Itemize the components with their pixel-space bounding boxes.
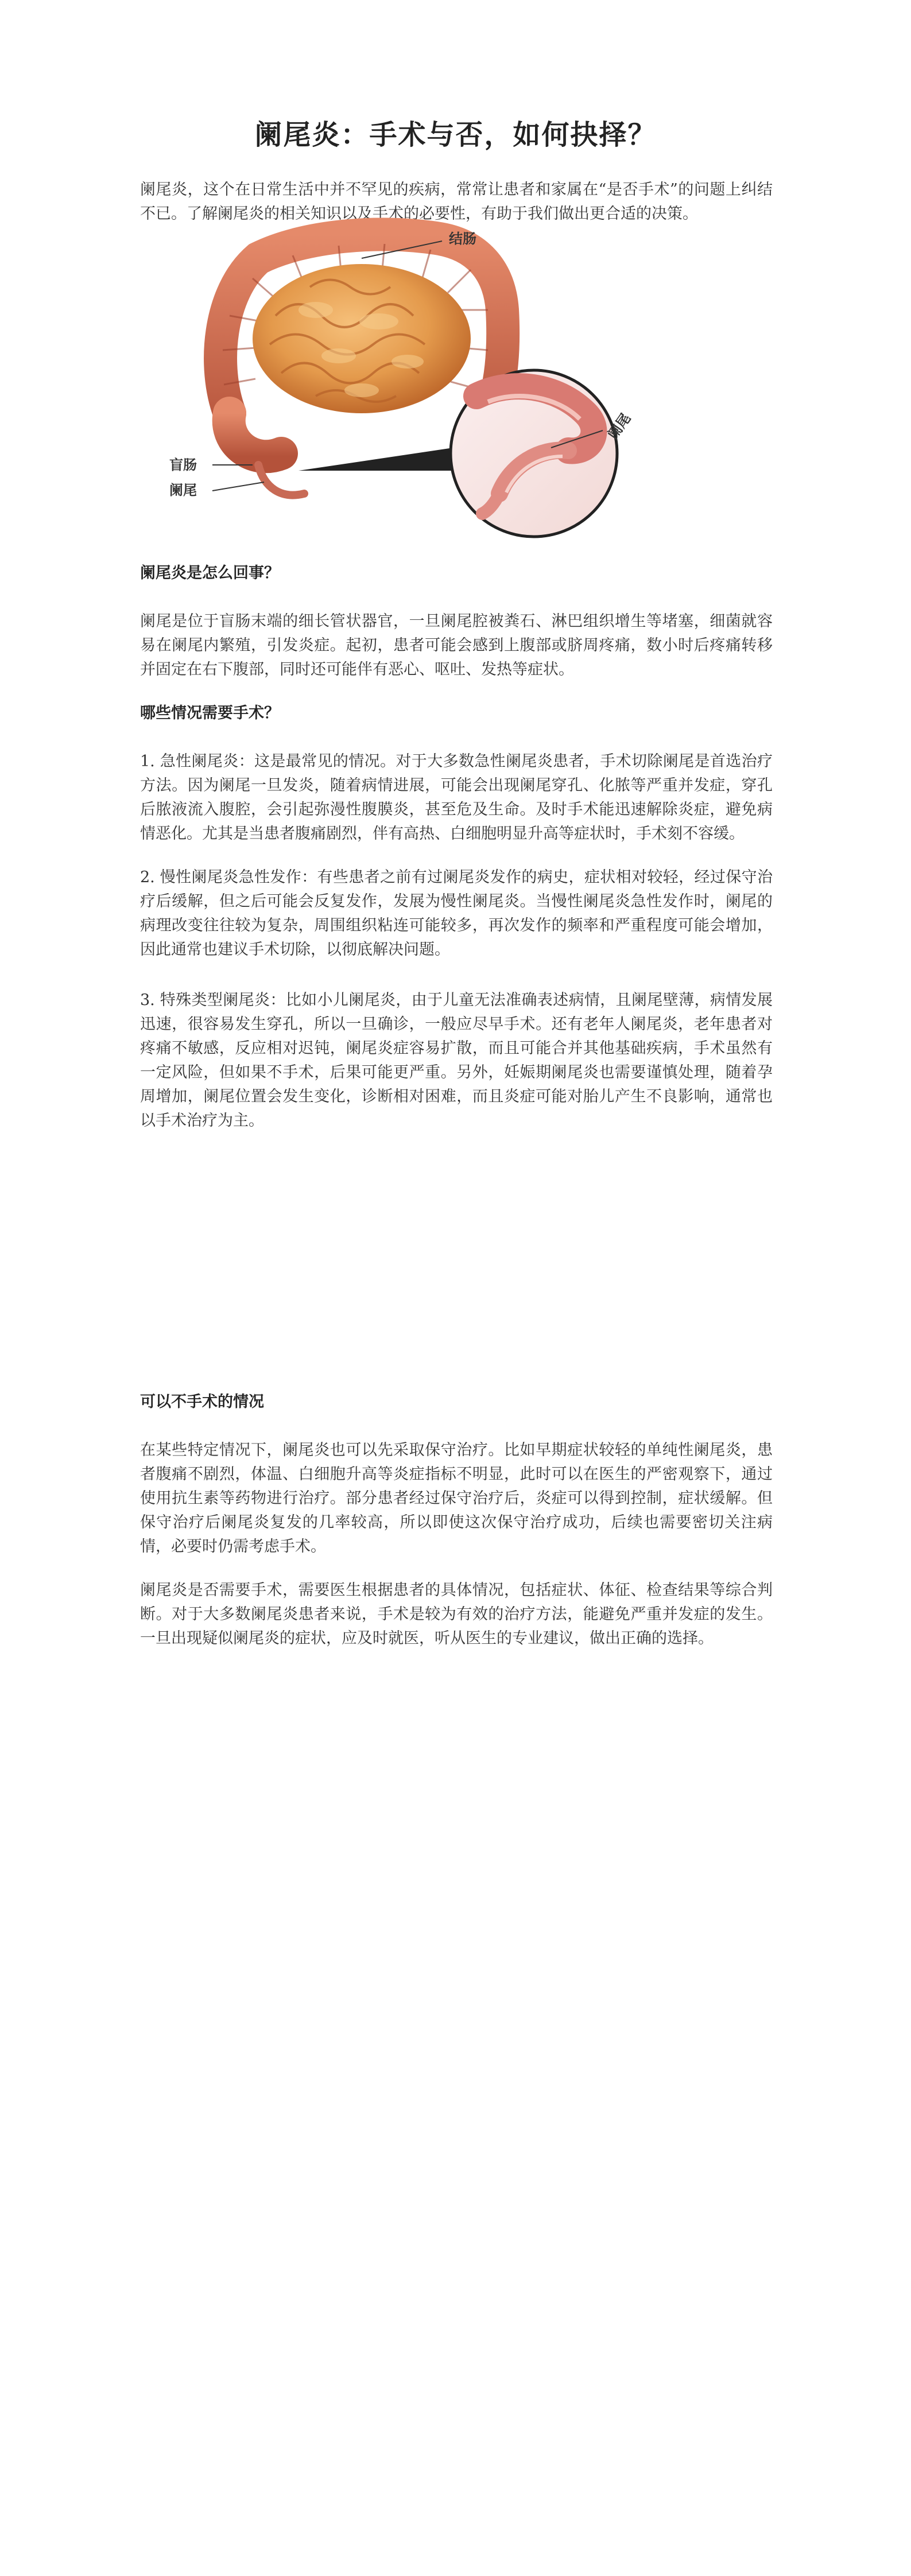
appendix-anatomy-illustration xyxy=(169,224,809,537)
label-colon: 结肠 xyxy=(449,231,476,247)
surgery-item-special: 3. 特殊类型阑尾炎：比如小儿阑尾炎，由于儿童无法准确表述病情，且阑尾壁薄，病情发展迅速，很容易发生穿孔，所以一旦确诊，一般应尽早手术。还有老年人阑尾炎，老年患者对疼痛不敏感，反应相对迟钝，阑尾炎症容易扩散，而且可能合并其他基础疾病，手术虽然有一定风险，但如果不手术，后果可能更严重。另外，妊娠期阑尾炎也需要谨慎处理，随着孕周增加，阑尾位置会发生变化，诊断相对困难，而且炎症可能对胎儿产生不良影响，通常也以手术治疗为主。 xyxy=(140,991,773,1130)
label-appendix-zoom: 阑尾 xyxy=(604,410,634,443)
intro-paragraph: 阑尾炎，这个在日常生活中并不罕见的疾病，常常让患者和家属在“是否手术”的问题上纠结不已。了解阑尾炎的相关知识以及手术的必要性，有助于我们做出更合适的决策。 xyxy=(140,181,773,223)
section-body-what: 阑尾是位于盲肠末端的细长管状器官，一旦阑尾腔被粪石、淋巴组织增生等堵塞，细菌就容易在阑尾内繁殖，引发炎症。起初，患者可能会感到上腹部或脐周疼痛，数小时后疼痛转移并固定在右下腹部，同时还可能伴有恶心、呕吐、发热等症状。 xyxy=(140,612,773,678)
label-appendix: 阑尾 xyxy=(169,482,197,498)
appendix-zoom-circle xyxy=(451,370,617,537)
cecum-shape xyxy=(229,413,281,456)
conclusion-paragraph: 阑尾炎是否需要手术，需要医生根据患者的具体情况，包括症状、体征、检查结果等综合判断。对于大多数阑尾炎患者来说，手术是较为有效的治疗方法，能避免严重并发症的发生。一旦出现疑似阑尾炎的症状，应及时就医，听从医生的专业建议，做出正确的选择。 xyxy=(140,1581,773,1647)
page-title: 阑尾炎：手术与否，如何抉择？ xyxy=(254,119,657,151)
section-body-no-surgery: 在某些特定情况下，阑尾炎也可以先采取保守治疗。比如早期症状较轻的单纯性阑尾炎，患者腹痛不剧烈，体温、白细胞升高等炎症指标不明显，此时可以在医生的严密观察下，通过使用抗生素等药物进行治疗。部分患者经过保守治疗后，炎症可以得到控制，症状缓解。但保守治疗后阑尾炎复发的几率较高，所以即使这次保守治疗成功，后续也需要密切关注病情，必要时仍需考虑手术。 xyxy=(140,1441,773,1555)
section-heading-surgery: 哪些情况需要手术？ xyxy=(140,704,280,722)
small-intestine-shape xyxy=(253,264,471,413)
section-heading-no-surgery: 可以不手术的情况 xyxy=(140,1393,264,1411)
section-heading-what: 阑尾炎是怎么回事？ xyxy=(140,564,280,582)
surgery-item-acute: 1. 急性阑尾炎：这是最常见的情况。对于大多数急性阑尾炎患者，手术切除阑尾是首选治疗方法。因为阑尾一旦发炎，随着病情进展，可能会出现阑尾穿孔、化脓等严重并发症，穿孔后脓液流入腹腔，会引起弥漫性腹膜炎，甚至危及生命。及时手术能迅速解除炎症，避免病情恶化。尤其是当患者腹痛剧烈，伴有高热、白细胞明显升高等症状时，手术刻不容缓。 xyxy=(140,752,773,843)
label-cecum: 盲肠 xyxy=(169,457,197,473)
surgery-item-chronic: 2. 慢性阑尾炎急性发作：有些患者之前有过阑尾炎发作的病史，症状相对较轻，经过保守治疗后缓解，但之后可能会反复发作，发展为慢性阑尾炎。当慢性阑尾炎急性发作时，阑尾的病理改变往往较为复杂，周围组织粘连可能较多，再次发作的频率和严重程度可能会增加，因此通常也建议手术切除，以彻底解决问题。 xyxy=(140,868,773,959)
